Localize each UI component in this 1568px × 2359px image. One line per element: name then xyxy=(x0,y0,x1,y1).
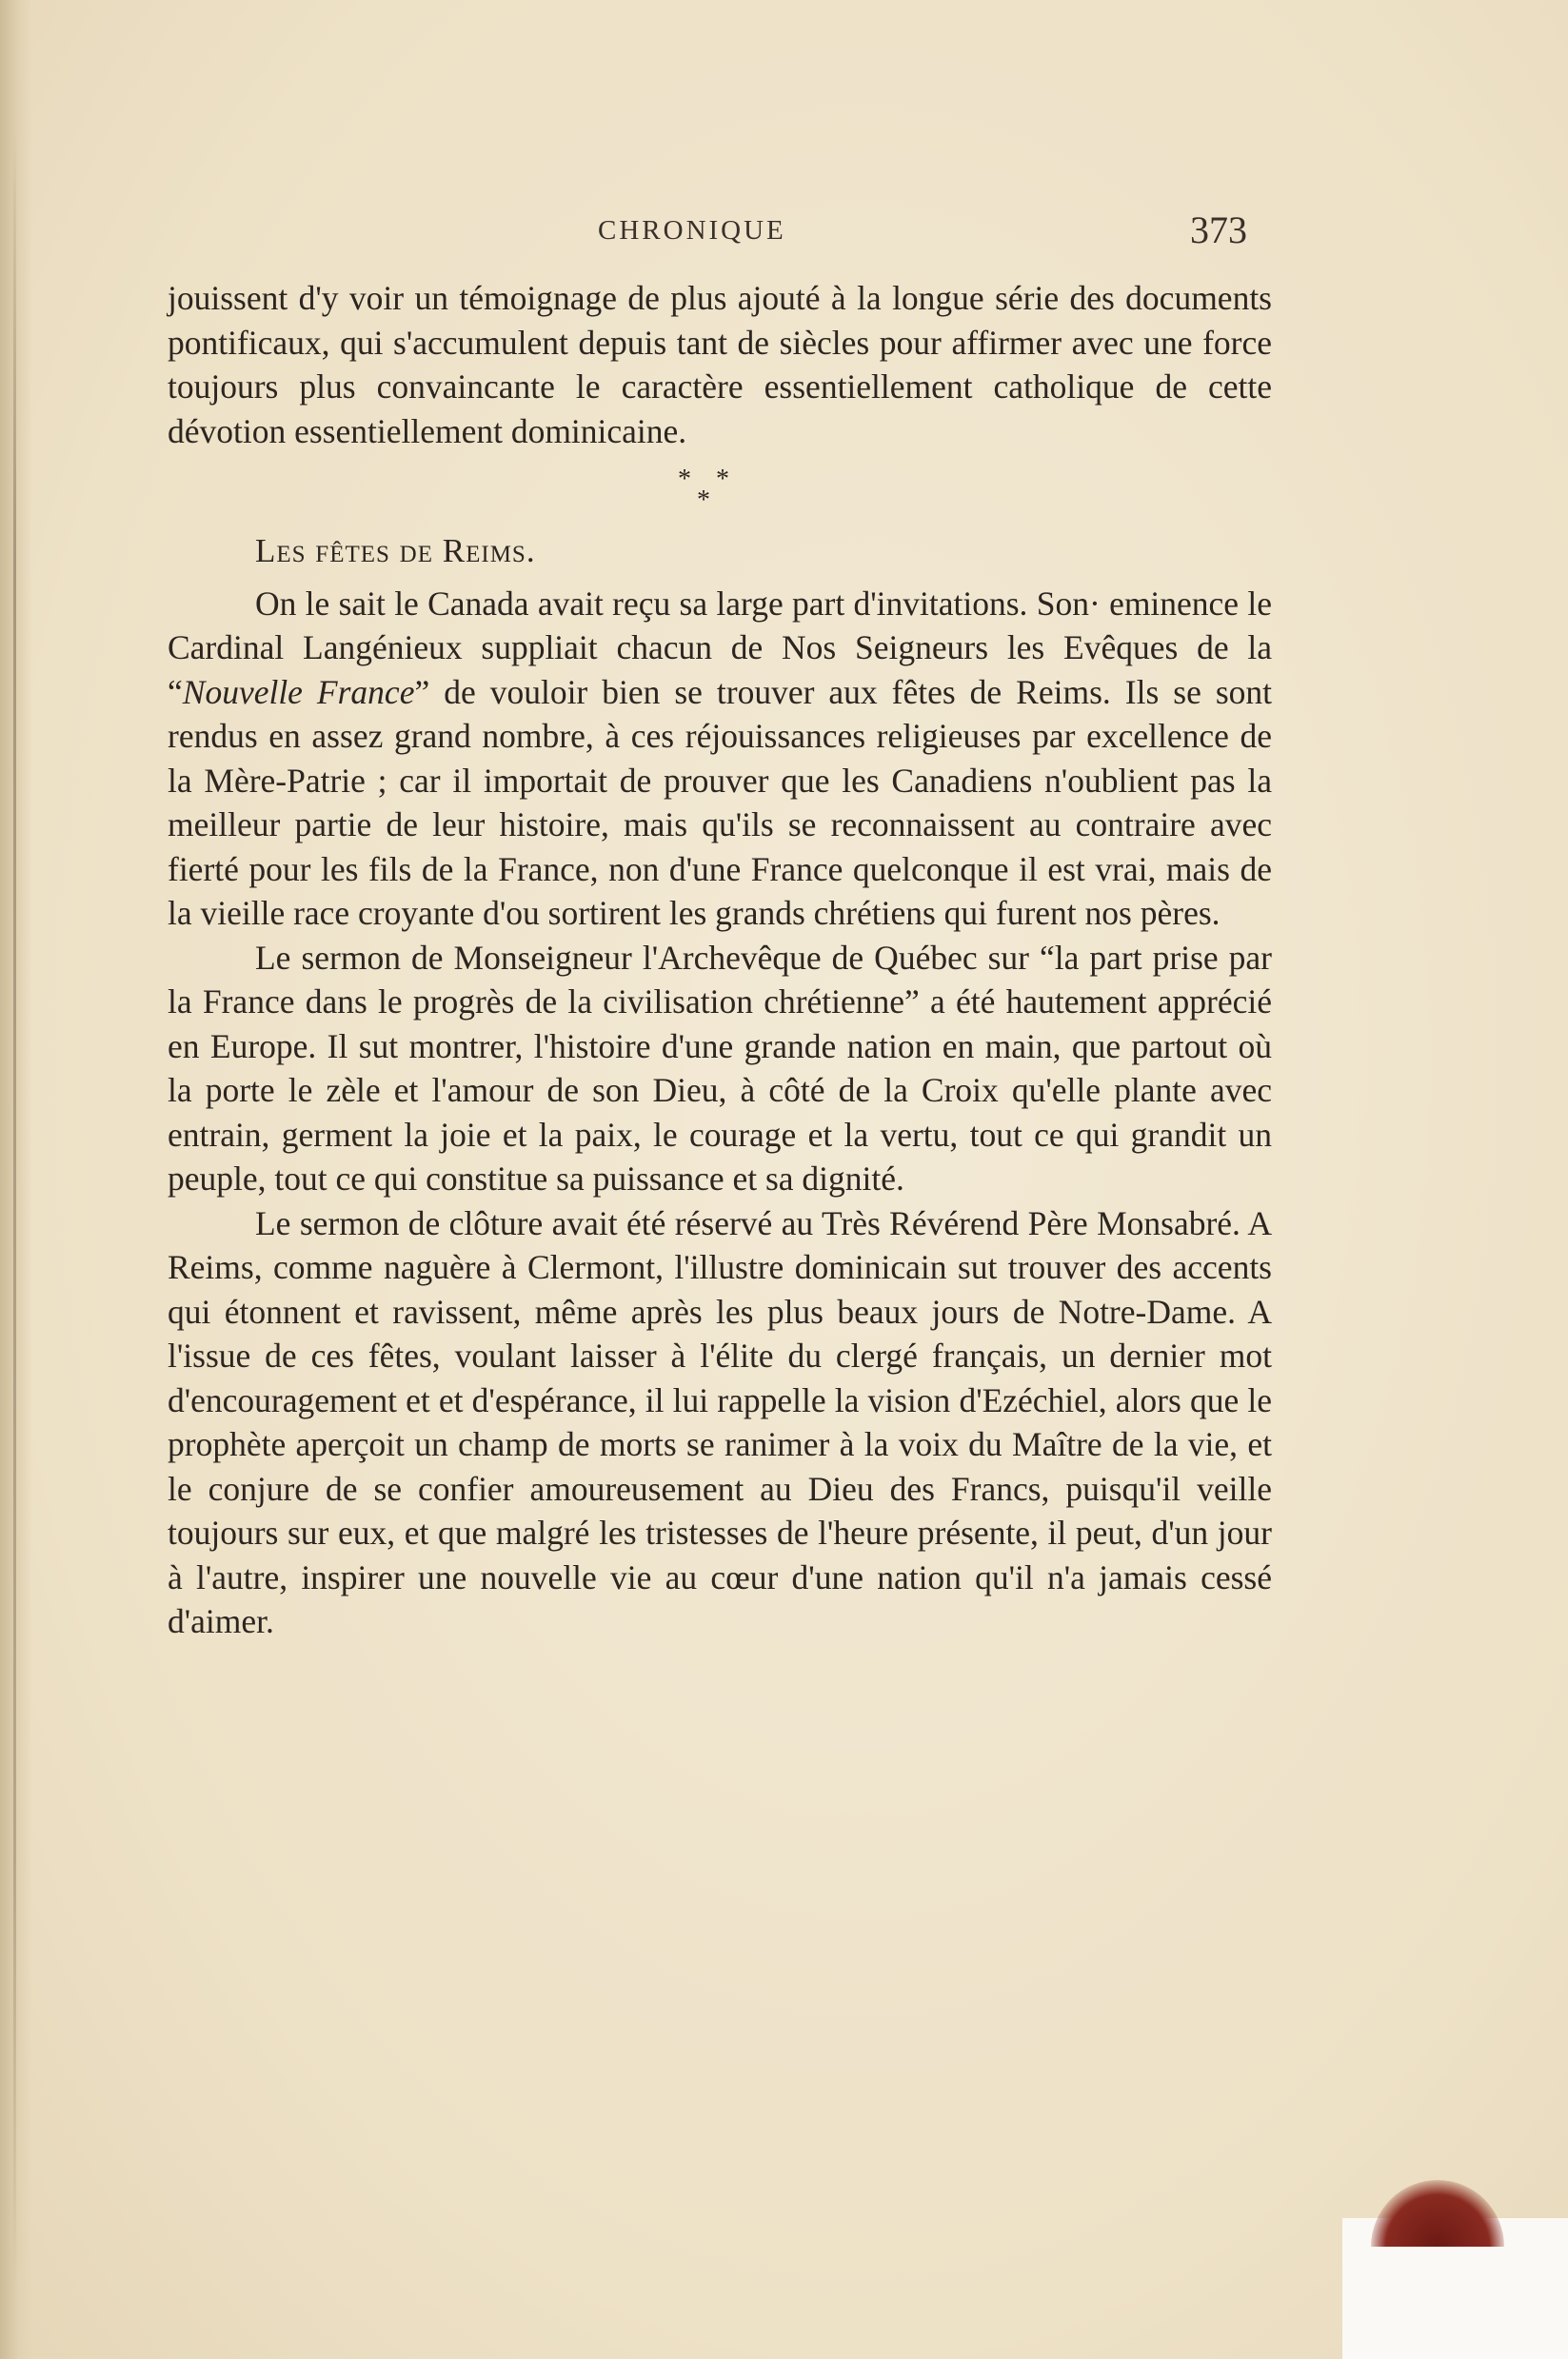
running-header xyxy=(0,208,1568,253)
page-text xyxy=(168,276,1272,1644)
paragraph-text: On le sait le Canada avait reçu sa large part d'invitations. Son· eminence le Cardinal Langénieux suppliait chacun de Nos Seigneurs les Evêques de la “ xyxy=(168,584,1272,711)
italic-title: Nouvelle France xyxy=(182,672,415,711)
paragraph-sermon-archeveque: Le sermon de Monseigneur l'Archevêque de Québec sur “la part prise par la France dans le progrès de la civilisation chrétienne” a été hautement apprécié en Europe. Il sut montrer, l'histoire d'une grande nation en main, que partout où la porte le zèle et l'amour de son Dieu, à côté de la Croix qu'elle plante avec entrain, germent la joie et la paix, le courage et la vertu, tout ce qui grandit un peuple, tout ce qui constitue sa puissance et sa dignité. xyxy=(168,938,1272,1198)
gutter-shadow xyxy=(13,133,16,2285)
paragraph-continuation: jouissent d'y voir un témoignage de plus ajouté à la longue série des documents pontificaux, qui s'accumulent depuis tant de siècles pour affirmer avec une force toujours plus convaincante le caractère essentiellement catholique de cette dévotion essentiellement dominicaine. xyxy=(168,279,1272,450)
page-number: 373 xyxy=(1190,208,1247,251)
paragraph-sermon-cloture: Le sermon de clôture avait été réservé au Très Révérend Père Monsabré. A Reims, comme naguère à Clermont, l'illustre dominicain sut trouver des accents qui étonnent et ravissent, même après les plus beaux jours de Notre-Dame. A l'issue de ces fêtes, voulant laisser à l'élite du clergé français, un dernier mot d'encouragement et et d'espérance, il lui rappelle la vision d'Ezéchiel, alors que le prophète aperçoit un champ de morts se ranimer à la voix du Maître de la vie, et le conjure de se confier amoureusement au Dieu des Francs, puisqu'il veille toujours sur eux, et que malgré les tristesses de l'heure présente, il peut, d'un jour à l'autre, inspirer une nouvelle vie au cœur d'une nation qu'il n'a jamais cessé d'aimer. xyxy=(168,1203,1272,1640)
paragraph-text: ” de vouloir bien se trouver aux fêtes de Reims. Ils se sont rendus en assez grand nombre, à ces réjouissances religieuses par excellence de la Mère-Patrie ; car il importait de prouver que les Canadiens n'oublient pas la meilleur partie de leur histoire, mais qu'ils se reconnaissent au contraire avec fierté pour les fils de la France, non d'une France quelconque il est vrai, mais de la vieille race croyante d'ou sortirent les grands chrétiens qui furent nos pères. xyxy=(168,672,1272,932)
asterism-star: * xyxy=(678,465,691,494)
asterism-star: * xyxy=(716,465,729,494)
asterism-star: * xyxy=(697,486,710,515)
section-heading-text: Les fêtes de Reims. xyxy=(255,532,536,569)
running-title: CHRONIQUE xyxy=(598,215,786,246)
binding-gutter xyxy=(0,0,32,2359)
asterism-divider xyxy=(168,453,1272,520)
paragraph-fetes-reims xyxy=(168,582,1272,936)
section-heading xyxy=(255,529,1272,574)
